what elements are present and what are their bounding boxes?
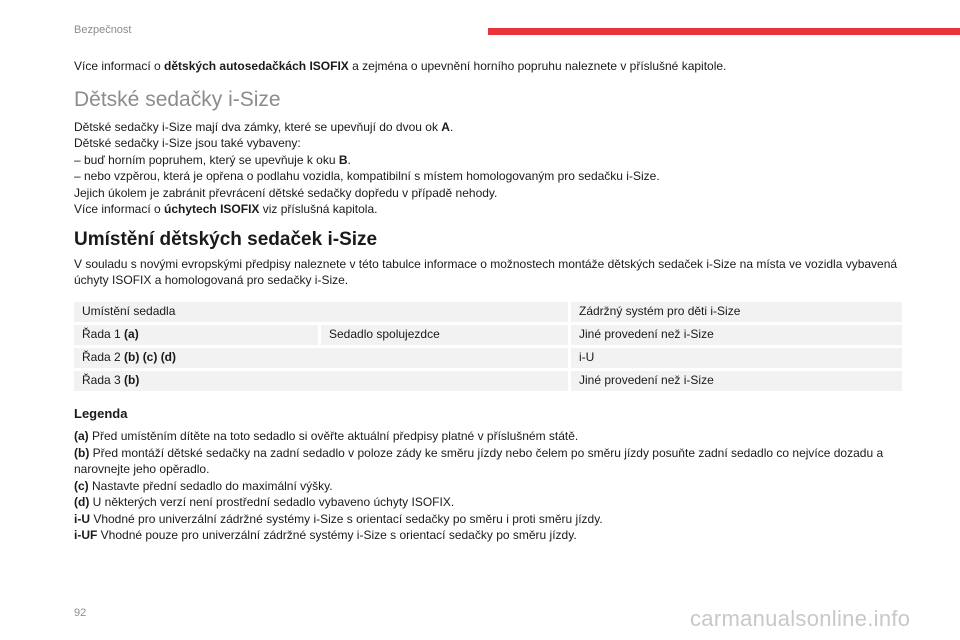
page-content [74, 58, 904, 544]
isize-line-1-pre: Dětské sedačky i-Size mají dva zámky, které se upevňují do dvou ok [74, 119, 442, 134]
row-label-note: (b) [124, 373, 140, 388]
legend-text: U některých verzí není prostřední sedadlo vybaveno úchyty ISOFIX. [89, 495, 455, 509]
legend-heading: Legenda [74, 405, 128, 421]
row-label-text: Řada 2 [82, 350, 125, 365]
table-header-seat-position: Umístění sedadla [74, 302, 571, 322]
isize-line-3-pre: – buď horním popruhem, který se upevňuje k oku [74, 152, 339, 167]
table-cell-row-label [74, 348, 571, 368]
placement-paragraph: V souladu s novými evropskými předpisy naleznete v této tabulce informace o možnostech montáže dětských sedaček i-Size na místa ve vozidla vybavená úchyty ISOFIX a homologovaná pro sedačky i-Size. [74, 256, 898, 287]
section-header: Bezpečnost [74, 24, 132, 36]
legend-text: Vhodné pro univerzální zádržné systémy i-Size s orientací sedačky po směru i proti směru jízdy. [90, 511, 603, 526]
legend-item [74, 445, 904, 478]
legend-key: i-U [74, 511, 90, 526]
legend-text: Vhodné pouze pro univerzální zádržné systémy i-Size s orientací sedačky po směru jízdy. [97, 528, 577, 542]
isize-line-6-post: viz příslušná kapitola. [259, 202, 378, 216]
legend-text: Nastavte přední sedadlo do maximální výšky. [88, 478, 333, 493]
isize-line-6 [74, 201, 904, 218]
table-cell-value: Jiné provedení než i-Size [571, 325, 902, 345]
header-accent-bar [488, 28, 960, 35]
table-row [74, 371, 902, 391]
table-row [74, 348, 902, 368]
row-label-text: Řada 3 [82, 373, 125, 388]
table-row [74, 325, 902, 345]
row-label-text: Řada 1 [82, 327, 125, 342]
page-number: 92 [74, 607, 87, 619]
legend-key: (d) [74, 495, 90, 509]
isize-line-5: Jejich úkolem je zabránit převrácení dětské sedačky dopředu v případě nehody. [74, 185, 498, 200]
intro-text-bold: dětských autosedačkách ISOFIX [164, 59, 349, 73]
legend-text: Před montáží dětské sedačky na zadní sedadlo v poloze zády ke směru jízdy nebo čelem po směru jízdy posuňte zadní sedadlo co nejvíce dozadu a narovnejte jeho opěradlo. [74, 445, 884, 476]
table-cell-value: Jiné provedení než i-Size [571, 371, 902, 391]
legend-text: Před umístěním dítěte na toto sedadlo si ověřte aktuální předpisy platné v příslušném státě. [88, 429, 579, 443]
isize-line-3-post: . [347, 152, 351, 167]
legend-item [74, 494, 904, 511]
table-header-row [74, 302, 902, 322]
legend-item [74, 428, 904, 445]
isize-placement-table [74, 299, 902, 394]
legend-key: (c) [74, 478, 89, 493]
isize-line-1-bold: A [441, 119, 450, 134]
isize-line-1 [74, 119, 904, 136]
legend-key: i-UF [74, 528, 98, 542]
legend-key: (b) [74, 445, 90, 460]
isize-line-6-pre: Více informací o [74, 202, 165, 216]
row-label-note: (b) (c) (d) [124, 350, 177, 365]
table-cell-row-label [74, 371, 571, 391]
isize-line-3 [74, 152, 904, 169]
isize-line-6-bold: úchytech ISOFIX [164, 202, 260, 216]
intro-paragraph [74, 58, 904, 75]
intro-text-pre: Více informací o [74, 59, 165, 73]
legend-item [74, 511, 904, 528]
legend-item [74, 478, 904, 495]
placement-heading: Umístění dětských sedaček i-Size [74, 228, 378, 250]
table-cell-value: i-U [571, 348, 902, 368]
table-header-restraint-system: Zádržný systém pro děti i-Size [571, 302, 902, 322]
isize-heading: Dětské sedačky i-Size [74, 87, 281, 111]
table-cell-seat: Sedadlo spolujezdce [321, 325, 571, 345]
intro-text-post: a zejména o upevnění horního popruhu naleznete v příslušné kapitole. [348, 59, 727, 73]
isize-line-1-post: . [449, 119, 454, 134]
table-cell-row-label [74, 325, 321, 345]
watermark: carmanualsonline.info [690, 606, 911, 631]
isize-line-4: – nebo vzpěrou, která je opřena o podlahu vozidla, kompatibilní s místem homologovaným pro sedačku i-Size. [74, 169, 660, 183]
isize-line-2: Dětské sedačky i-Size jsou také vybaveny: [74, 136, 301, 150]
isize-line-3-bold: B [338, 152, 348, 167]
legend-key: (a) [74, 429, 89, 443]
row-label-note: (a) [124, 327, 139, 342]
legend-item [74, 527, 904, 544]
